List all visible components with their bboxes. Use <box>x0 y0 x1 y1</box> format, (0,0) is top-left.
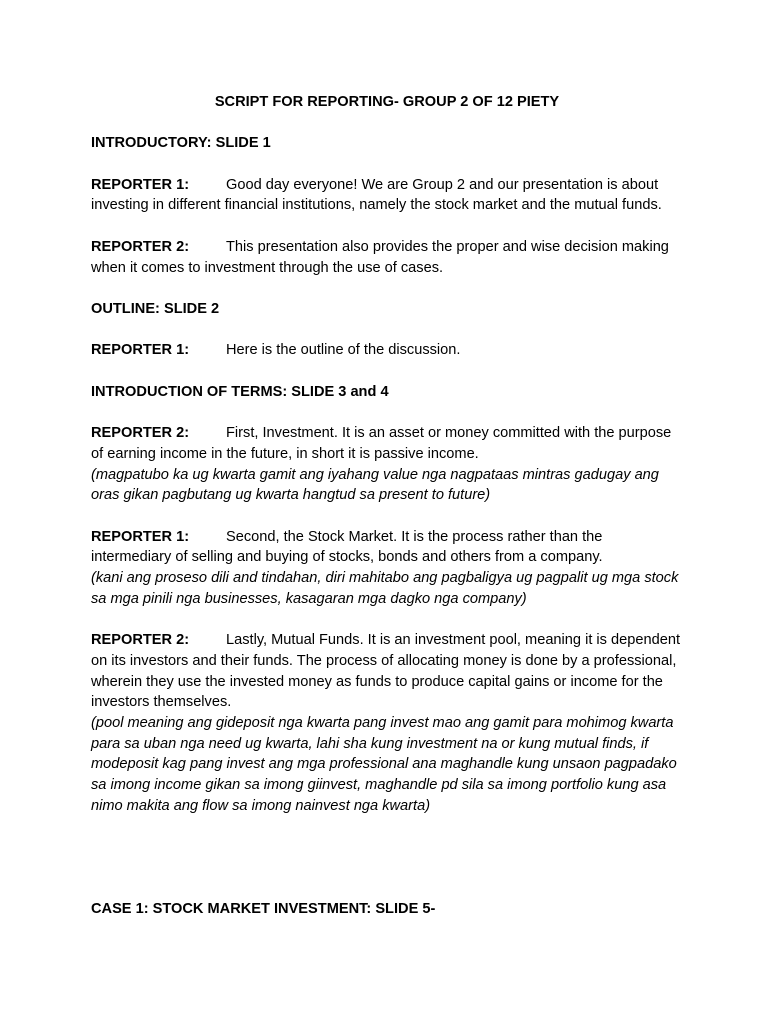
speaker-label: REPORTER 2: <box>91 632 190 649</box>
paragraph-outline-reporter1 <box>91 340 683 361</box>
paragraph-text: Good day everyone! We are Group 2 and our presentation is about investing in different financial institutions, namely the stock market and the mutual funds. <box>91 176 662 214</box>
paragraph-text: Here is the outline of the discussion. <box>226 342 461 359</box>
section-heading-case1: CASE 1: STOCK MARKET INVESTMENT: SLIDE 5- <box>91 901 436 918</box>
section-heading-introductory: INTRODUCTORY: SLIDE 1 <box>91 135 271 152</box>
section-heading-outline: OUTLINE: SLIDE 2 <box>91 300 220 317</box>
paragraph-intro-reporter1 <box>91 175 683 216</box>
translation-investment: (magpatubo ka ug kwarta gamit ang iyahang value nga nagpataas mintras gadugay ang oras gikan pagbutang ug kwarta hangtud sa present to future) <box>91 466 659 504</box>
paragraph-intro-reporter2 <box>91 237 683 278</box>
speaker-label: REPORTER 1: <box>91 342 190 359</box>
paragraph-terms-investment <box>91 423 683 464</box>
blank-space <box>91 837 683 899</box>
paragraph-text: This presentation also provides the proper and wise decision making when it comes to investment through the use of cases. <box>91 238 669 276</box>
speaker-label: REPORTER 1: <box>91 528 190 545</box>
document-body <box>91 92 683 941</box>
paragraph-terms-stock-market <box>91 527 683 568</box>
speaker-label: REPORTER 1: <box>91 176 190 193</box>
paragraph-terms-mutual-funds <box>91 630 683 713</box>
paragraph-text: Lastly, Mutual Funds. It is an investment pool, meaning it is dependent on its investors and their funds. The process of allocating money is done by a professional, wherein they use the invested money as funds to produce capital gains or income for the investors themselves. <box>91 632 681 711</box>
document-title: SCRIPT FOR REPORTING- GROUP 2 OF 12 PIETY <box>214 94 560 110</box>
speaker-label: REPORTER 2: <box>91 238 190 255</box>
paragraph-text: Second, the Stock Market. It is the process rather than the intermediary of selling and buying of stocks, bonds and others from a company. <box>91 528 603 566</box>
paragraph-text: First, Investment. It is an asset or money committed with the purpose of earning income in the future, in short it is passive income. <box>91 425 672 462</box>
section-heading-terms: INTRODUCTION OF TERMS: SLIDE 3 and 4 <box>91 383 389 400</box>
speaker-label: REPORTER 2: <box>91 425 190 442</box>
translation-mutual-funds: (pool meaning ang gideposit nga kwarta pang invest mao ang gamit para mohimog kwarta para sa uban nga need ug kwarta, lahi sha kung investment na or kung mutual finds, if modeposit kag pang invest ang mga professional ana maghandle kung unsaon pagpadako sa imong income gikan sa imong giinvest, maghandle pd sila sa imong portfolio kung asa nimo makita ang flow sa imong nainvest nga kwarta) <box>91 714 677 814</box>
translation-stock-market: (kani ang proseso dili and tindahan, diri mahitabo ang pagbaligya ug pagpalit ug mga stock sa mga pinili nga businesses, kasagaran mga dagko nga company) <box>91 570 679 607</box>
